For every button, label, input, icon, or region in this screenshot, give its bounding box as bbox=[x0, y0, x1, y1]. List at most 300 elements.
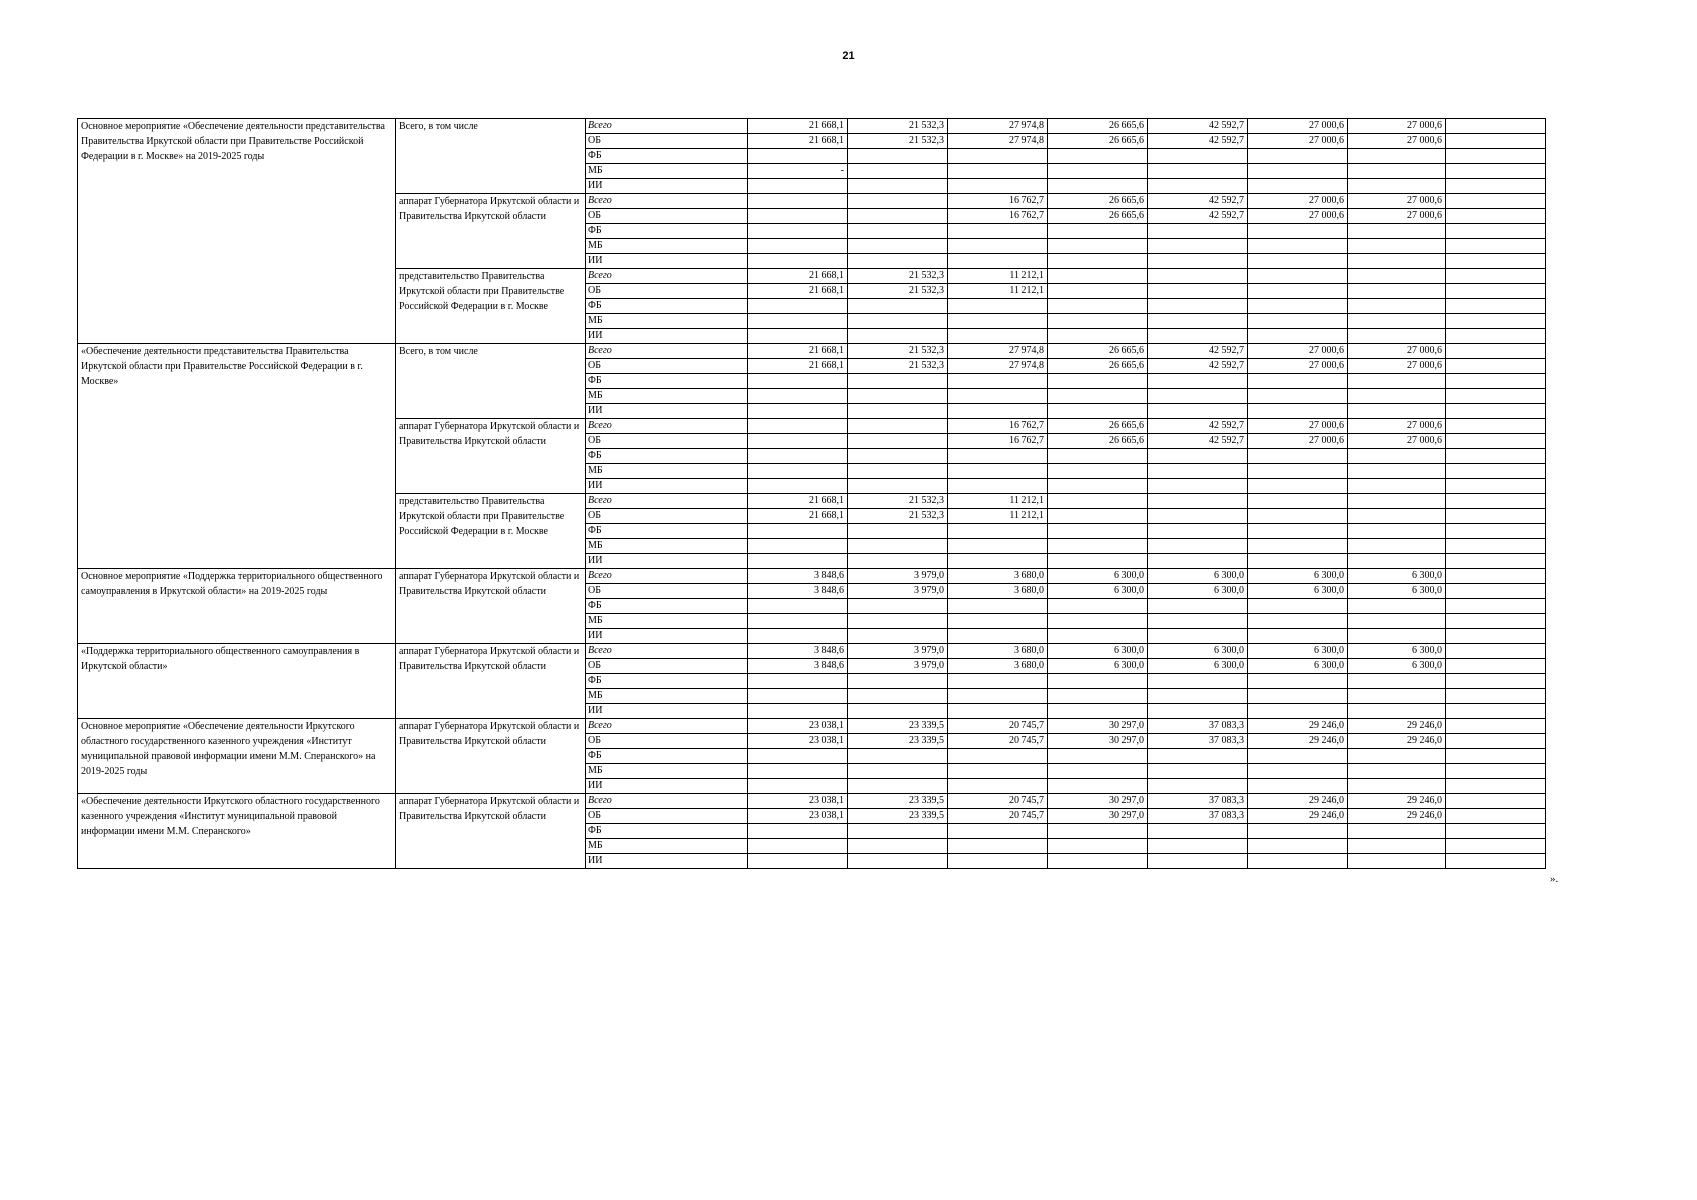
amount-cell bbox=[1446, 314, 1546, 329]
amount-cell bbox=[1248, 554, 1348, 569]
amount-cell bbox=[848, 149, 948, 164]
amount-cell bbox=[848, 329, 948, 344]
amount-cell bbox=[1048, 299, 1148, 314]
funding-source-cell: ОБ bbox=[586, 509, 748, 524]
amount-cell bbox=[1148, 839, 1248, 854]
funding-table-body bbox=[78, 119, 1546, 869]
amount-cell bbox=[1148, 599, 1248, 614]
amount-cell bbox=[1446, 299, 1546, 314]
amount-cell: 6 300,0 bbox=[1248, 659, 1348, 674]
amount-cell bbox=[1348, 299, 1446, 314]
executor-cell: аппарат Губернатора Иркутской области и Правительства Иркутской области bbox=[396, 644, 586, 719]
amount-cell bbox=[1248, 854, 1348, 869]
amount-cell: 23 038,1 bbox=[748, 719, 848, 734]
amount-cell: 6 300,0 bbox=[1148, 644, 1248, 659]
amount-cell: 6 300,0 bbox=[1048, 569, 1148, 584]
amount-cell bbox=[1048, 149, 1148, 164]
amount-cell bbox=[1048, 824, 1148, 839]
amount-cell: 27 000,6 bbox=[1248, 359, 1348, 374]
funding-source-cell: ОБ bbox=[586, 209, 748, 224]
amount-cell bbox=[848, 614, 948, 629]
amount-cell: 27 000,6 bbox=[1348, 134, 1446, 149]
amount-cell: 29 246,0 bbox=[1248, 794, 1348, 809]
amount-cell: 3 680,0 bbox=[948, 584, 1048, 599]
amount-cell bbox=[1348, 479, 1446, 494]
amount-cell bbox=[1348, 269, 1446, 284]
amount-cell bbox=[1446, 254, 1546, 269]
amount-cell bbox=[748, 614, 848, 629]
amount-cell bbox=[1248, 404, 1348, 419]
amount-cell bbox=[1248, 779, 1348, 794]
amount-cell bbox=[1148, 539, 1248, 554]
amount-cell bbox=[848, 179, 948, 194]
amount-cell: 3 979,0 bbox=[848, 569, 948, 584]
amount-cell bbox=[1148, 164, 1248, 179]
amount-cell bbox=[1248, 689, 1348, 704]
amount-cell: 6 300,0 bbox=[1048, 659, 1148, 674]
amount-cell bbox=[848, 449, 948, 464]
funding-source-cell: МБ bbox=[586, 164, 748, 179]
amount-cell: 42 592,7 bbox=[1148, 209, 1248, 224]
amount-cell bbox=[1446, 809, 1546, 824]
amount-cell bbox=[1248, 449, 1348, 464]
executor-cell: аппарат Губернатора Иркутской области и Правительства Иркутской области bbox=[396, 719, 586, 794]
amount-cell bbox=[748, 554, 848, 569]
amount-cell bbox=[848, 224, 948, 239]
amount-cell: 37 083,3 bbox=[1148, 734, 1248, 749]
amount-cell: 27 000,6 bbox=[1248, 209, 1348, 224]
amount-cell bbox=[1248, 674, 1348, 689]
funding-source-cell: ОБ bbox=[586, 584, 748, 599]
funding-source-cell: ИИ bbox=[586, 854, 748, 869]
executor-cell: аппарат Губернатора Иркутской области и Правительства Иркутской области bbox=[396, 194, 586, 269]
amount-cell bbox=[1446, 794, 1546, 809]
amount-cell bbox=[748, 419, 848, 434]
amount-cell bbox=[848, 824, 948, 839]
amount-cell bbox=[1248, 539, 1348, 554]
amount-cell: 21 668,1 bbox=[748, 344, 848, 359]
amount-cell bbox=[1248, 764, 1348, 779]
amount-cell bbox=[1148, 824, 1248, 839]
amount-cell: 26 665,6 bbox=[1048, 434, 1148, 449]
funding-source-cell: Всего bbox=[586, 494, 748, 509]
amount-cell bbox=[1048, 389, 1148, 404]
amount-cell bbox=[948, 629, 1048, 644]
amount-cell bbox=[1148, 749, 1248, 764]
funding-source-cell: ФБ bbox=[586, 674, 748, 689]
amount-cell: 20 745,7 bbox=[948, 809, 1048, 824]
amount-cell bbox=[748, 599, 848, 614]
amount-cell: 23 038,1 bbox=[748, 794, 848, 809]
amount-cell bbox=[1148, 674, 1248, 689]
amount-cell bbox=[1148, 179, 1248, 194]
amount-cell bbox=[748, 704, 848, 719]
amount-cell bbox=[848, 209, 948, 224]
amount-cell bbox=[748, 539, 848, 554]
amount-cell bbox=[1348, 449, 1446, 464]
amount-cell bbox=[1348, 509, 1446, 524]
amount-cell bbox=[948, 479, 1048, 494]
amount-cell bbox=[1048, 629, 1148, 644]
amount-cell bbox=[748, 629, 848, 644]
amount-cell bbox=[748, 674, 848, 689]
amount-cell: 6 300,0 bbox=[1048, 644, 1148, 659]
amount-cell bbox=[848, 479, 948, 494]
activity-title-cell: Основное мероприятие «Обеспечение деятельности Иркутского областного государственного казенного учреждения «Институт муниципальной правовой информации имени М.М. Сперанского» на 2019-2025 годы bbox=[78, 719, 396, 794]
amount-cell: 27 000,6 bbox=[1348, 209, 1446, 224]
amount-cell bbox=[848, 389, 948, 404]
activity-title-cell: «Обеспечение деятельности Иркутского областного государственного казенного учреждения «Институт муниципальной правовой информации имени М.М. Сперанского» bbox=[78, 794, 396, 869]
executor-cell: аппарат Губернатора Иркутской области и Правительства Иркутской области bbox=[396, 569, 586, 644]
amount-cell: 21 668,1 bbox=[748, 359, 848, 374]
amount-cell bbox=[1148, 524, 1248, 539]
amount-cell: 23 038,1 bbox=[748, 734, 848, 749]
amount-cell: 6 300,0 bbox=[1048, 584, 1148, 599]
funding-source-cell: ИИ bbox=[586, 779, 748, 794]
amount-cell bbox=[848, 599, 948, 614]
amount-cell bbox=[1148, 689, 1248, 704]
amount-cell: 11 212,1 bbox=[948, 509, 1048, 524]
amount-cell bbox=[1048, 284, 1148, 299]
amount-cell bbox=[1348, 689, 1446, 704]
amount-cell bbox=[1248, 269, 1348, 284]
amount-cell bbox=[948, 464, 1048, 479]
amount-cell: 6 300,0 bbox=[1148, 569, 1248, 584]
funding-source-cell: ФБ bbox=[586, 599, 748, 614]
amount-cell bbox=[748, 824, 848, 839]
amount-cell: 3 848,6 bbox=[748, 584, 848, 599]
amount-cell: 30 297,0 bbox=[1048, 809, 1148, 824]
amount-cell bbox=[1348, 704, 1446, 719]
amount-cell: 30 297,0 bbox=[1048, 734, 1148, 749]
amount-cell bbox=[1248, 314, 1348, 329]
amount-cell: 26 665,6 bbox=[1048, 344, 1148, 359]
amount-cell bbox=[748, 779, 848, 794]
amount-cell: 27 000,6 bbox=[1348, 434, 1446, 449]
amount-cell: 3 848,6 bbox=[748, 569, 848, 584]
activity-title-cell: «Обеспечение деятельности представительства Правительства Иркутской области при Правительстве Российской Федерации в г. Москве» bbox=[78, 344, 396, 569]
amount-cell: 37 083,3 bbox=[1148, 794, 1248, 809]
amount-cell: 29 246,0 bbox=[1348, 794, 1446, 809]
amount-cell bbox=[848, 434, 948, 449]
amount-cell bbox=[1348, 779, 1446, 794]
amount-cell bbox=[848, 299, 948, 314]
amount-cell bbox=[1446, 674, 1546, 689]
amount-cell: 21 532,3 bbox=[848, 284, 948, 299]
amount-cell bbox=[1446, 359, 1546, 374]
amount-cell: 3 979,0 bbox=[848, 659, 948, 674]
amount-cell bbox=[1048, 539, 1148, 554]
amount-cell bbox=[1148, 449, 1248, 464]
amount-cell: 27 000,6 bbox=[1348, 419, 1446, 434]
amount-cell bbox=[1446, 494, 1546, 509]
amount-cell bbox=[1348, 239, 1446, 254]
funding-source-cell: ИИ bbox=[586, 629, 748, 644]
amount-cell bbox=[1446, 749, 1546, 764]
funding-source-cell: МБ bbox=[586, 389, 748, 404]
amount-cell bbox=[1048, 554, 1148, 569]
amount-cell bbox=[1446, 194, 1546, 209]
amount-cell bbox=[1148, 464, 1248, 479]
funding-source-cell: Всего bbox=[586, 719, 748, 734]
amount-cell bbox=[1048, 464, 1148, 479]
amount-cell: 23 339,5 bbox=[848, 719, 948, 734]
executor-cell: аппарат Губернатора Иркутской области и Правительства Иркутской области bbox=[396, 419, 586, 494]
funding-source-cell: ФБ bbox=[586, 449, 748, 464]
amount-cell bbox=[748, 689, 848, 704]
funding-source-cell: Всего bbox=[586, 269, 748, 284]
amount-cell: 6 300,0 bbox=[1348, 659, 1446, 674]
amount-cell bbox=[1446, 779, 1546, 794]
amount-cell bbox=[1048, 239, 1148, 254]
amount-cell bbox=[1148, 299, 1248, 314]
amount-cell: 21 532,3 bbox=[848, 269, 948, 284]
amount-cell bbox=[848, 854, 948, 869]
amount-cell bbox=[1446, 569, 1546, 584]
amount-cell: 16 762,7 bbox=[948, 419, 1048, 434]
amount-cell bbox=[1148, 329, 1248, 344]
amount-cell bbox=[848, 674, 948, 689]
amount-cell bbox=[748, 224, 848, 239]
amount-cell: 3 979,0 bbox=[848, 584, 948, 599]
funding-source-cell: МБ bbox=[586, 614, 748, 629]
amount-cell bbox=[748, 239, 848, 254]
table-row bbox=[78, 644, 1546, 659]
amount-cell bbox=[1248, 509, 1348, 524]
amount-cell bbox=[1248, 149, 1348, 164]
amount-cell: 29 246,0 bbox=[1348, 734, 1446, 749]
amount-cell bbox=[1048, 689, 1148, 704]
amount-cell: 21 668,1 bbox=[748, 494, 848, 509]
amount-cell bbox=[1446, 449, 1546, 464]
amount-cell: 27 000,6 bbox=[1348, 344, 1446, 359]
amount-cell bbox=[748, 434, 848, 449]
amount-cell bbox=[1248, 164, 1348, 179]
amount-cell: 27 000,6 bbox=[1248, 344, 1348, 359]
amount-cell bbox=[1348, 494, 1446, 509]
amount-cell bbox=[1348, 824, 1446, 839]
amount-cell: 21 532,3 bbox=[848, 134, 948, 149]
amount-cell: 23 339,5 bbox=[848, 809, 948, 824]
funding-source-cell: ФБ bbox=[586, 524, 748, 539]
amount-cell: 3 680,0 bbox=[948, 644, 1048, 659]
amount-cell bbox=[1348, 329, 1446, 344]
funding-source-cell: ИИ bbox=[586, 404, 748, 419]
amount-cell: 27 974,8 bbox=[948, 134, 1048, 149]
funding-source-cell: МБ bbox=[586, 539, 748, 554]
amount-cell bbox=[848, 404, 948, 419]
amount-cell: 29 246,0 bbox=[1248, 719, 1348, 734]
amount-cell bbox=[948, 749, 1048, 764]
amount-cell bbox=[1348, 854, 1446, 869]
amount-cell bbox=[848, 164, 948, 179]
amount-cell: 3 848,6 bbox=[748, 644, 848, 659]
amount-cell bbox=[1446, 689, 1546, 704]
amount-cell bbox=[1148, 269, 1248, 284]
amount-cell: 29 246,0 bbox=[1348, 809, 1446, 824]
amount-cell bbox=[1348, 374, 1446, 389]
executor-cell: Всего, в том числе bbox=[396, 344, 586, 419]
amount-cell bbox=[1446, 764, 1546, 779]
funding-source-cell: ИИ bbox=[586, 479, 748, 494]
amount-cell bbox=[1048, 764, 1148, 779]
amount-cell: 27 000,6 bbox=[1348, 194, 1446, 209]
amount-cell bbox=[748, 749, 848, 764]
amount-cell bbox=[1248, 749, 1348, 764]
amount-cell bbox=[1446, 464, 1546, 479]
amount-cell bbox=[1148, 854, 1248, 869]
table-row bbox=[78, 119, 1546, 134]
funding-source-cell: МБ bbox=[586, 464, 748, 479]
amount-cell bbox=[748, 764, 848, 779]
table-row bbox=[78, 344, 1546, 359]
amount-cell bbox=[1348, 464, 1446, 479]
funding-source-cell: МБ bbox=[586, 239, 748, 254]
amount-cell bbox=[1446, 434, 1546, 449]
amount-cell bbox=[1446, 419, 1546, 434]
amount-cell: 42 592,7 bbox=[1148, 119, 1248, 134]
amount-cell: 11 212,1 bbox=[948, 269, 1048, 284]
amount-cell bbox=[1148, 284, 1248, 299]
amount-cell bbox=[1248, 824, 1348, 839]
amount-cell bbox=[1446, 344, 1546, 359]
amount-cell bbox=[1148, 239, 1248, 254]
amount-cell bbox=[1148, 314, 1248, 329]
funding-source-cell: ОБ bbox=[586, 284, 748, 299]
amount-cell: 30 297,0 bbox=[1048, 794, 1148, 809]
amount-cell bbox=[1048, 509, 1148, 524]
amount-cell bbox=[1446, 224, 1546, 239]
amount-cell bbox=[1446, 719, 1546, 734]
amount-cell: 21 532,3 bbox=[848, 494, 948, 509]
funding-source-cell: ФБ bbox=[586, 824, 748, 839]
amount-cell bbox=[1446, 509, 1546, 524]
amount-cell bbox=[848, 254, 948, 269]
amount-cell bbox=[748, 254, 848, 269]
amount-cell: 27 974,8 bbox=[948, 344, 1048, 359]
funding-source-cell: Всего bbox=[586, 794, 748, 809]
amount-cell: 26 665,6 bbox=[1048, 419, 1148, 434]
funding-table bbox=[77, 118, 1546, 869]
amount-cell: 21 668,1 bbox=[748, 134, 848, 149]
amount-cell: 6 300,0 bbox=[1248, 644, 1348, 659]
funding-source-cell: МБ bbox=[586, 314, 748, 329]
amount-cell bbox=[748, 179, 848, 194]
amount-cell bbox=[848, 419, 948, 434]
amount-cell: 21 668,1 bbox=[748, 284, 848, 299]
funding-source-cell: ИИ bbox=[586, 254, 748, 269]
amount-cell bbox=[948, 554, 1048, 569]
amount-cell bbox=[1446, 164, 1546, 179]
amount-cell bbox=[1446, 629, 1546, 644]
amount-cell bbox=[1446, 149, 1546, 164]
amount-cell bbox=[1446, 734, 1546, 749]
amount-cell bbox=[1446, 389, 1546, 404]
amount-cell bbox=[1248, 479, 1348, 494]
amount-cell bbox=[1248, 239, 1348, 254]
amount-cell bbox=[948, 704, 1048, 719]
amount-cell bbox=[1348, 674, 1446, 689]
funding-source-cell: Всего bbox=[586, 344, 748, 359]
amount-cell bbox=[1148, 614, 1248, 629]
amount-cell bbox=[1048, 704, 1148, 719]
amount-cell: 27 000,6 bbox=[1248, 194, 1348, 209]
amount-cell bbox=[848, 464, 948, 479]
amount-cell bbox=[1248, 524, 1348, 539]
amount-cell bbox=[848, 539, 948, 554]
amount-cell: 3 680,0 bbox=[948, 569, 1048, 584]
amount-cell bbox=[1348, 599, 1446, 614]
amount-cell: 21 668,1 bbox=[748, 269, 848, 284]
amount-cell bbox=[748, 839, 848, 854]
amount-cell bbox=[848, 839, 948, 854]
amount-cell bbox=[1048, 524, 1148, 539]
amount-cell bbox=[1348, 749, 1446, 764]
activity-title-cell: «Поддержка территориального общественного самоуправления в Иркутской области» bbox=[78, 644, 396, 719]
amount-cell: 37 083,3 bbox=[1148, 719, 1248, 734]
amount-cell: 23 339,5 bbox=[848, 794, 948, 809]
amount-cell bbox=[1248, 389, 1348, 404]
amount-cell bbox=[948, 329, 1048, 344]
amount-cell bbox=[1048, 164, 1148, 179]
activity-title-cell: Основное мероприятие «Обеспечение деятельности представительства Правительства Иркутской области при Правительстве Российской Федерации в г. Москве» на 2019-2025 годы bbox=[78, 119, 396, 344]
amount-cell bbox=[1348, 179, 1446, 194]
funding-source-cell: ФБ bbox=[586, 149, 748, 164]
funding-source-cell: ФБ bbox=[586, 374, 748, 389]
amount-cell bbox=[848, 749, 948, 764]
funding-source-cell: ОБ bbox=[586, 809, 748, 824]
amount-cell bbox=[1446, 209, 1546, 224]
amount-cell bbox=[948, 164, 1048, 179]
amount-cell bbox=[848, 629, 948, 644]
amount-cell bbox=[848, 704, 948, 719]
amount-cell bbox=[1048, 269, 1148, 284]
amount-cell bbox=[1446, 404, 1546, 419]
amount-cell bbox=[1446, 644, 1546, 659]
amount-cell bbox=[1348, 254, 1446, 269]
amount-cell bbox=[948, 539, 1048, 554]
amount-cell bbox=[948, 149, 1048, 164]
executor-cell: представительство Правительства Иркутской области при Правительстве Российской Федерации в г. Москве bbox=[396, 269, 586, 344]
amount-cell: 42 592,7 bbox=[1148, 359, 1248, 374]
amount-cell: 27 974,8 bbox=[948, 119, 1048, 134]
amount-cell bbox=[1446, 329, 1546, 344]
amount-cell bbox=[948, 689, 1048, 704]
amount-cell bbox=[1148, 374, 1248, 389]
amount-cell bbox=[948, 404, 1048, 419]
amount-cell: 3 848,6 bbox=[748, 659, 848, 674]
amount-cell bbox=[1348, 314, 1446, 329]
funding-source-cell: ОБ bbox=[586, 659, 748, 674]
amount-cell bbox=[848, 779, 948, 794]
amount-cell bbox=[1148, 254, 1248, 269]
funding-source-cell: МБ bbox=[586, 839, 748, 854]
amount-cell bbox=[1248, 224, 1348, 239]
amount-cell bbox=[1048, 404, 1148, 419]
amount-cell bbox=[1446, 824, 1546, 839]
amount-cell bbox=[748, 314, 848, 329]
amount-cell bbox=[1148, 554, 1248, 569]
amount-cell bbox=[1148, 224, 1248, 239]
amount-cell bbox=[1148, 479, 1248, 494]
amount-cell: 42 592,7 bbox=[1148, 194, 1248, 209]
amount-cell bbox=[748, 449, 848, 464]
amount-cell bbox=[948, 224, 1048, 239]
amount-cell bbox=[1446, 704, 1546, 719]
amount-cell bbox=[1348, 764, 1446, 779]
amount-cell bbox=[1048, 494, 1148, 509]
table-row bbox=[78, 794, 1546, 809]
